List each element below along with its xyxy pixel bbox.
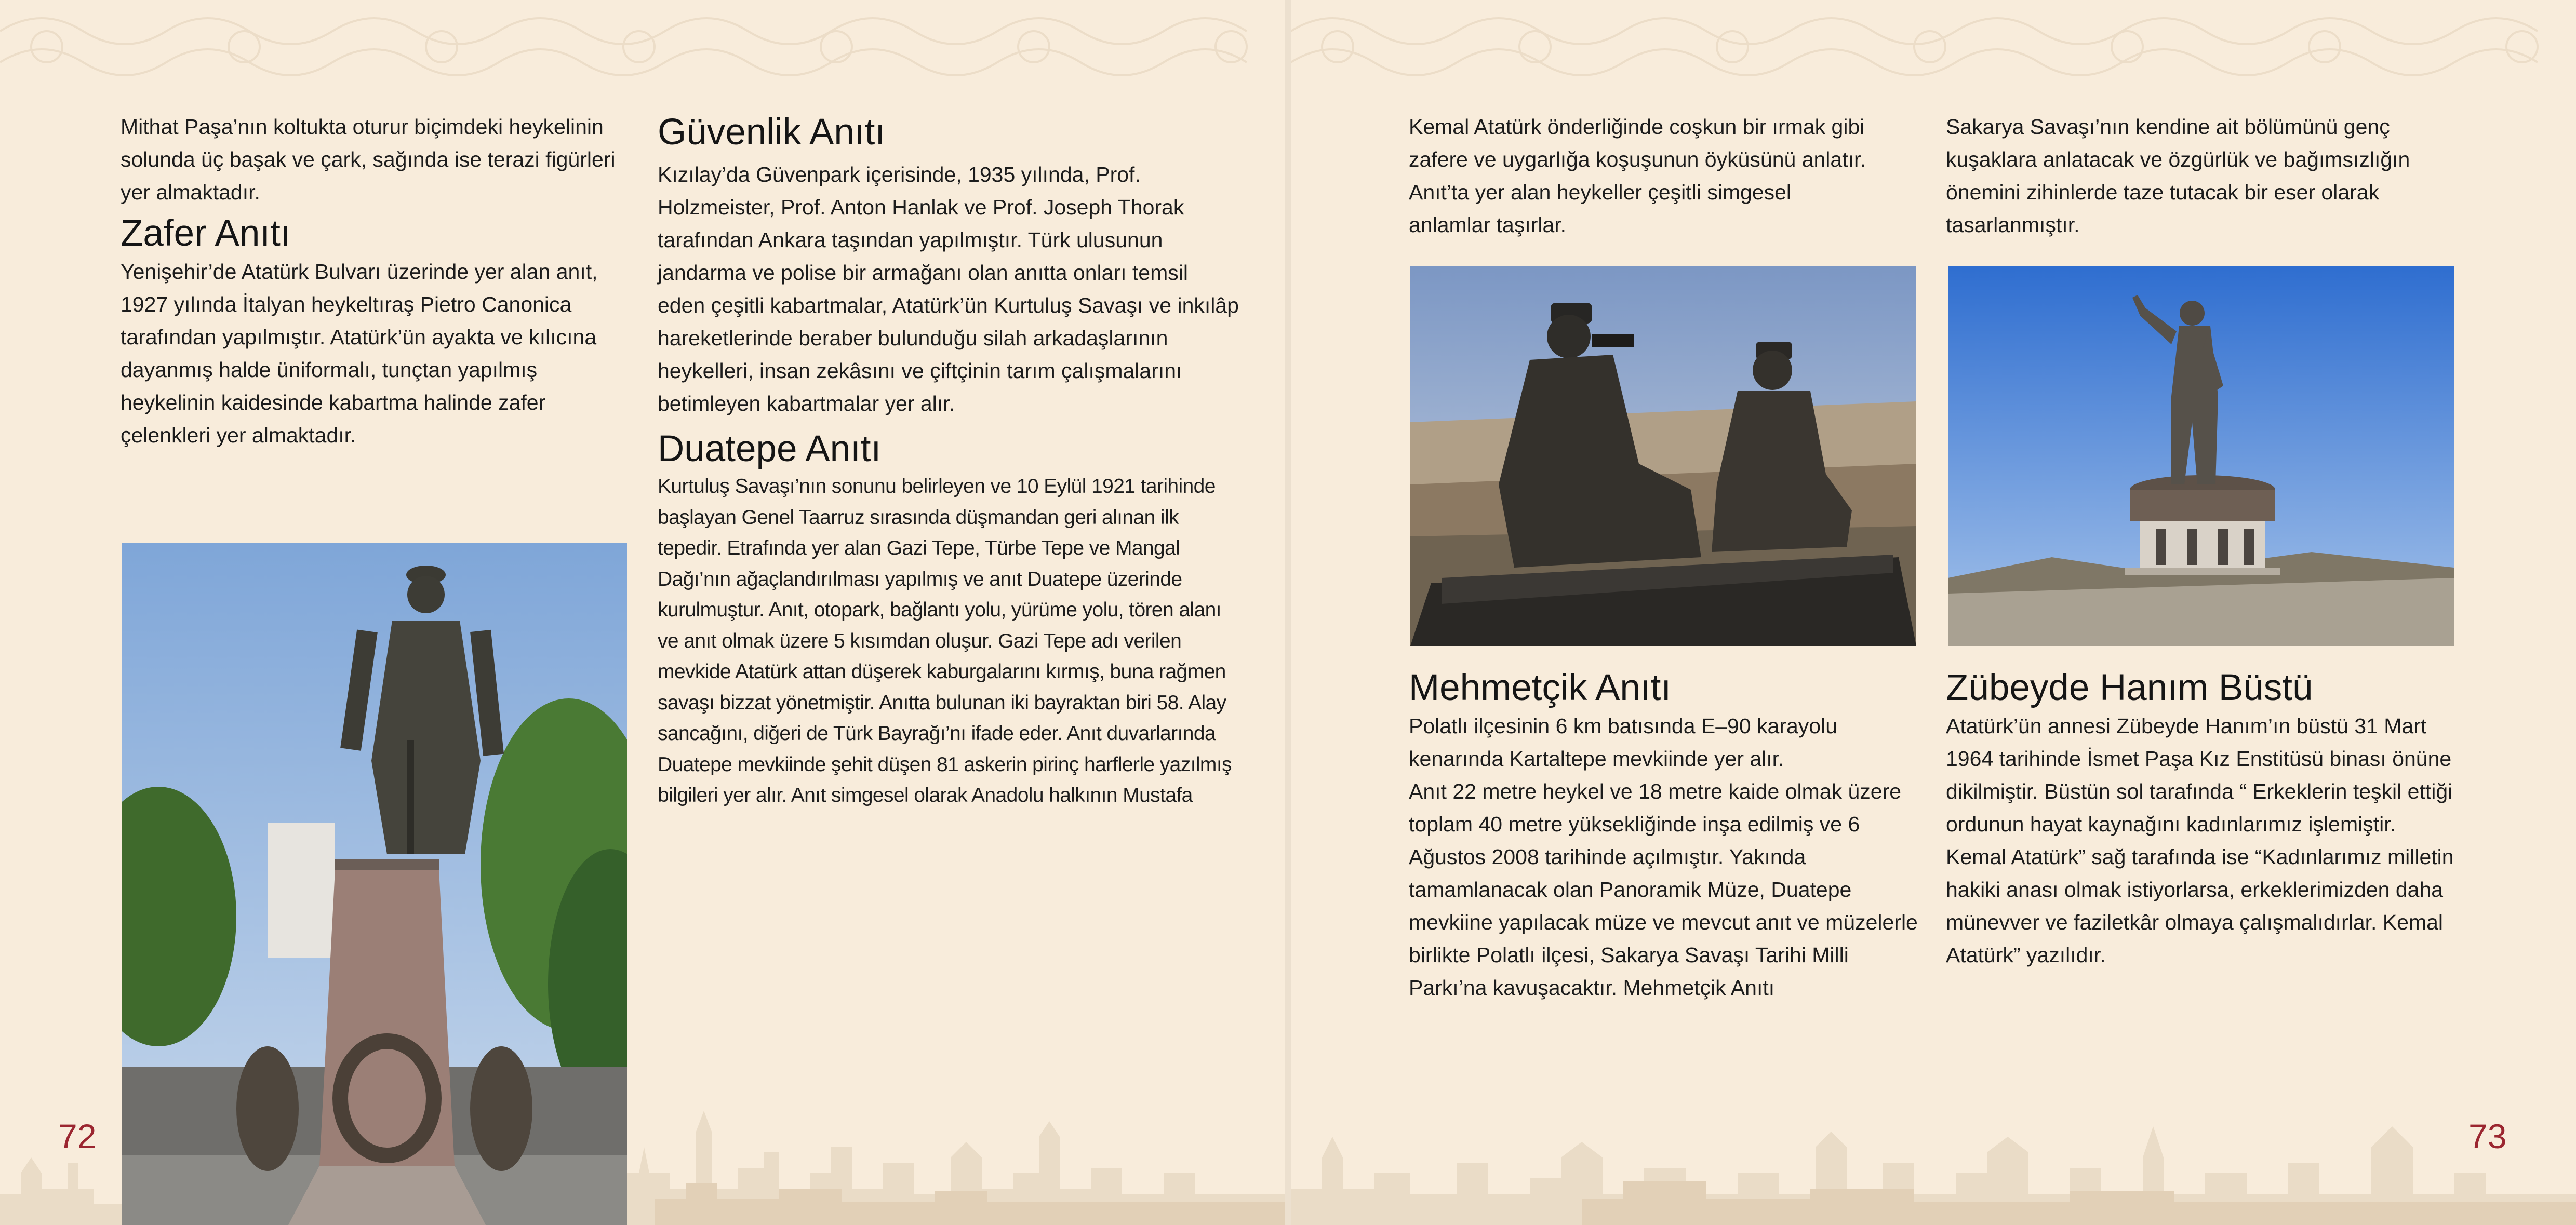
city-skyline-silhouette (1291, 1069, 2576, 1225)
left-column-2 (658, 111, 1239, 811)
right-column-2-intro (1946, 111, 2460, 241)
right-page (1291, 0, 2576, 1225)
mehmetcik-aniti-body: Anıt 22 metre heykel ve 18 metre kaide olmak üzere toplam 40 metre yüksekliğinde inşa edilmiş ve 6 Ağustos 2008 tarihinde açılmıştır. Yakında tamamlanacak olan Panoramik Müze, Duatepe mevkiine yapılacak müze ve mevcut anıt ve müzelerle birlikte Polatlı ilçesi, Sakarya Savaşı Tarihi Milli Parkı’na kavuşacaktır. Mehmetçik Anıtı (1409, 779, 1918, 1000)
ornament-pattern-top (1291, 0, 2576, 88)
zafer-aniti-body: Yenişehir’de Atatürk Bulvarı üzerinde yer alan anıt, 1927 yılında İtalyan heykeltıraş Pietro Canonica tarafından yapılmıştır. Atatürk’ün ayakta ve kılıcına dayanmış halde üniformalı, tunçtan yapılmış heykelinin kaidesinde kabartma halinde zafer çelenkleri yer almaktadır. (121, 260, 598, 447)
mehmetcik-aniti-title: Mehmetçik Anıtı (1409, 667, 1672, 708)
duatepe-aniti-body: Kurtuluş Savaşı’nın sonunu belirleyen ve 10 Eylül 1921 tarihinde başlayan Genel Taarruz sırasında düşmandan geri alınan ilk tepedir. Etrafında yer alan Gazi Tepe, Türbe Tepe ve Mangal Dağı’nın ağaçlandırılması yapılmış ve anıt Duatepe üzerinde kurulmuştur. Anıt, otopark, bağlantı yolu, yürüme yolu, tören alanı ve anıt olmak üzere 5 kısımdan oluşur. Gazi Tepe adı verilen mevkide Atatürk attan düşerek kaburgalarını kırmış, buna rağmen savaşı bizzat yönetmiştir. Anıtta bulunan iki bayraktan biri 58. Alay sancağını, diğeri de Türk Bayrağı’nı ifade eder. Anıt duvarlarında Duatepe mevkiinde şehit düşen 81 askerin pirinç harflerle yazılmış bilgileri yer alır. Anıt simgesel olarak Anadolu halkının Mustafa (658, 475, 1232, 806)
left-column-1 (121, 111, 632, 452)
ornament-pattern-top (0, 0, 1285, 88)
mithat-pasa-intro: Mithat Paşa’nın koltukta oturur biçimdeki heykelinin solunda üç başak ve çark, sağında ise terazi figürleri yer almaktadır. (121, 115, 616, 204)
kemal-ataturk-intro: Kemal Atatürk önderliğinde coşkun bir ırmak gibi zafere ve uygarlığa koşuşunun öyküsünü anlatır. Anıt’ta yer alan heykeller çeşitli simgesel anlamlar taşırlar. (1409, 115, 1866, 237)
seated-statues-photo (1410, 266, 1916, 646)
sakarya-intro: Sakarya Savaşı’nın kendine ait bölümünü genç kuşaklara anlatacak ve özgürlük ve bağımsızlığın önemini zihinlerde taze tutacak bir eser olarak tasarlanmıştır. (1946, 115, 2410, 237)
right-column-2-body (1946, 666, 2460, 972)
right-column-1-body (1409, 666, 1923, 1004)
standing-statue-photo (1948, 266, 2454, 646)
left-page (0, 0, 1285, 1225)
duatepe-aniti-title: Duatepe Anıtı (658, 428, 882, 469)
page-gutter (1285, 0, 1291, 1225)
zubeyde-hanim-title: Zübeyde Hanım Büstü (1946, 667, 2313, 708)
page-number-right: 73 (2468, 1117, 2507, 1155)
zafer-aniti-title: Zafer Anıtı (121, 213, 291, 254)
right-column-1-intro (1409, 111, 1876, 241)
page-number-left: 72 (58, 1117, 97, 1155)
guvenlik-aniti-body: Kızılay’da Güvenpark içerisinde, 1935 yılında, Prof. Holzmeister, Prof. Anton Hanlak ve Prof. Joseph Thorak tarafından Ankara taşından yapılmıştır. Türk ulusunun jandarma ve polise bir armağanı olan anıtta onları temsil eden çeşitli kabartmalar, Atatürk’ün Kurtuluş Savaşı ve inkılâp hareketlerinde beraber bulunduğu silah arkadaşlarının heykelleri, insan zekâsını ve çiftçinin tarım çalışmalarını betimleyen kabartmalar yer alır. (658, 163, 1239, 415)
guvenlik-aniti-title: Güvenlik Anıtı (658, 112, 886, 153)
zafer-aniti-photo (122, 543, 627, 1225)
zubeyde-hanim-body: Atatürk’ün annesi Zübeyde Hanım’ın büstü 31 Mart 1964 tarihinde İsmet Paşa Kız Enstitüsü binası önüne dikilmiştir. Büstün sol tarafında “ Erkeklerin teşkil ettiği ordunun hayat kaynağını kadınlarımız işlemiştir. Kemal Atatürk” sağ tarafında ise “Kadınlarımız milletin hakiki anası olmak istiyorlarsa, erkeklerimizden daha münevver ve faziletkâr olmaya çalışmalıdırlar. Kemal Atatürk” yazılıdır. (1946, 714, 2454, 967)
mehmetcik-aniti-location: Polatlı ilçesinin 6 km batısında E–90 karayolu kenarında Kartaltepe mevkiinde yer alır. (1409, 714, 1838, 771)
